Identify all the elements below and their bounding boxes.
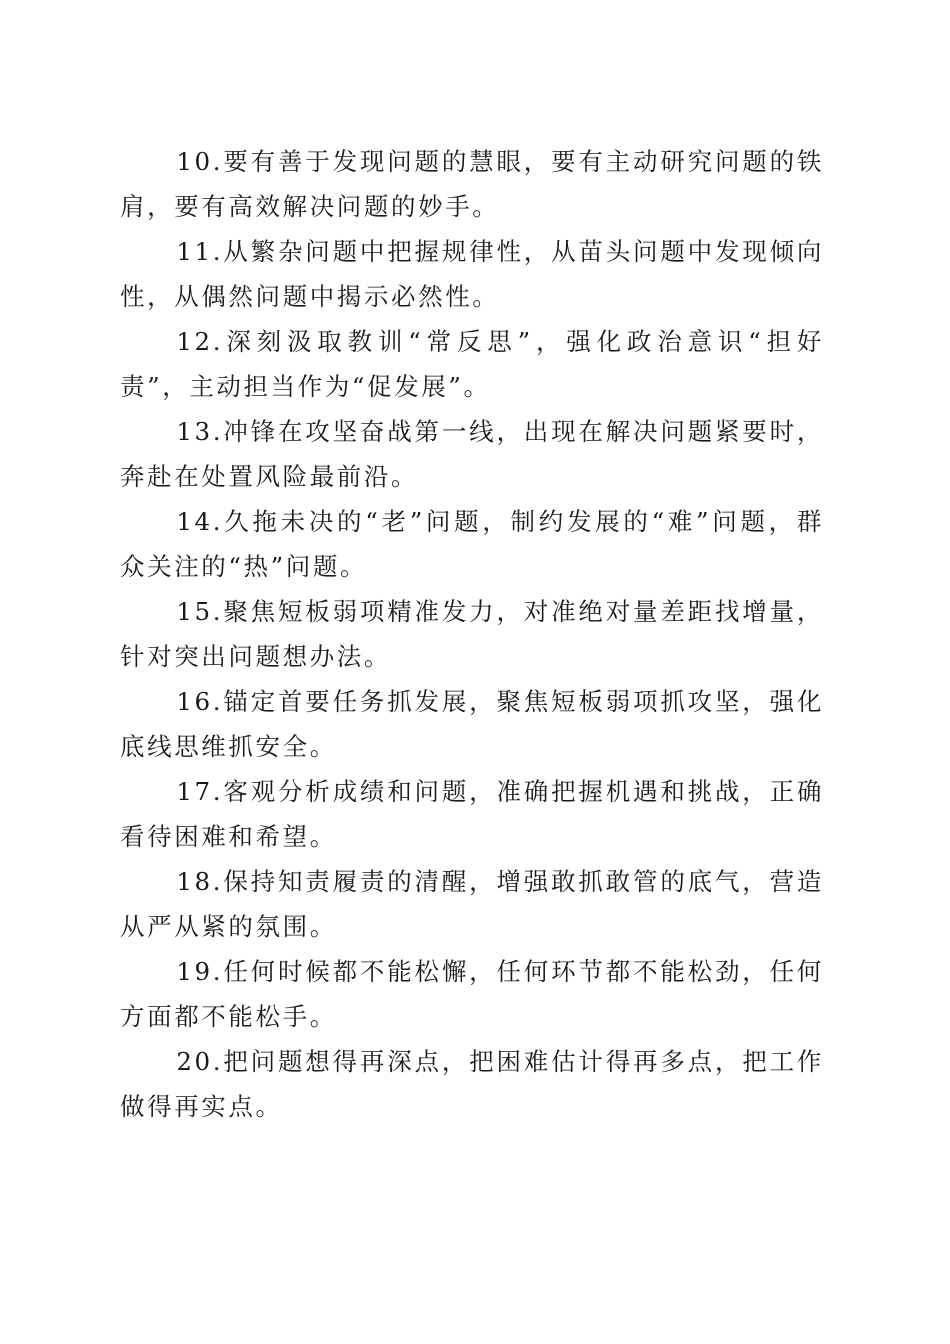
document-body (120, 139, 824, 1129)
paragraph-13: 13.冲锋在攻坚奋战第一线，出现在解决问题紧要时，奔赴在处置风险最前沿。 (120, 417, 824, 491)
paragraph-17: 17.客观分析成绩和问题，准确把握机遇和挑战，正确看待困难和希望。 (120, 777, 824, 851)
paragraph-15: 15.聚焦短板弱项精准发力，对准绝对量差距找增量，针对突出问题想办法。 (120, 597, 824, 671)
paragraph-20: 20.把问题想得再深点，把困难估计得再多点，把工作做得再实点。 (120, 1047, 824, 1121)
paragraph-14: 14.久拖未决的“老”问题，制约发展的“难”问题，群众关注的“热”问题。 (120, 507, 824, 581)
paragraph-19: 19.任何时候都不能松懈，任何环节都不能松劲，任何方面都不能松手。 (120, 957, 824, 1031)
paragraph-18: 18.保持知责履责的清醒，增强敢抓敢管的底气，营造从严从紧的氛围。 (120, 867, 824, 941)
paragraph-16: 16.锚定首要任务抓发展，聚焦短板弱项抓攻坚，强化底线思维抓安全。 (120, 687, 824, 761)
paragraph-11: 11.从繁杂问题中把握规律性，从苗头问题中发现倾向性，从偶然问题中揭示必然性。 (120, 237, 824, 311)
paragraph-12: 12.深刻汲取教训“常反思”，强化政治意识“担好责”，主动担当作为“促发展”。 (120, 327, 824, 401)
paragraph-10: 10.要有善于发现问题的慧眼，要有主动研究问题的铁肩，要有高效解决问题的妙手。 (120, 147, 824, 221)
